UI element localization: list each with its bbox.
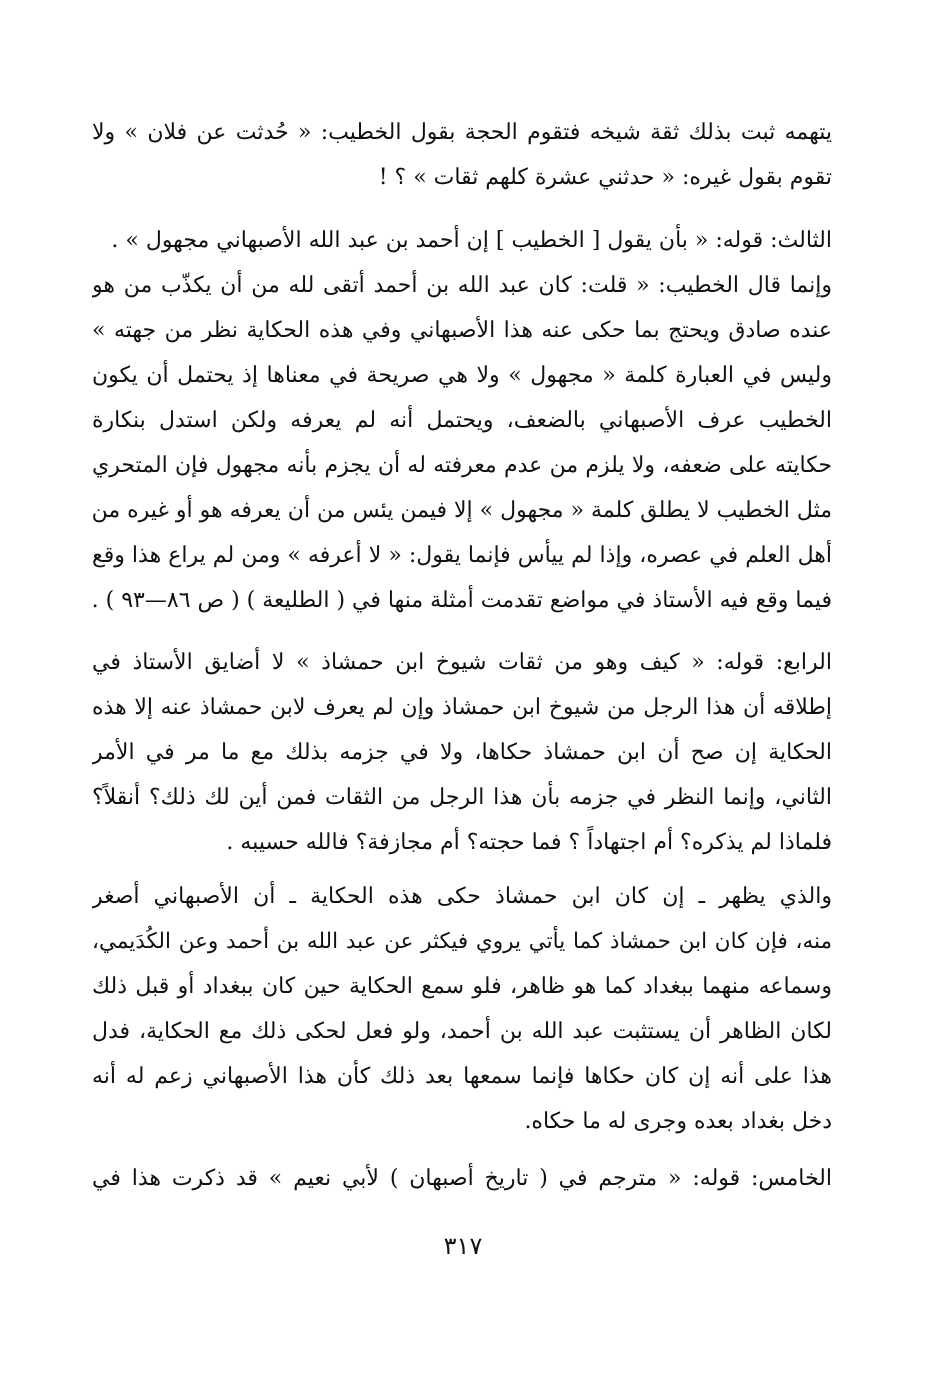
text-line: الرابع: قوله: « كيف وهو من ثقات شيوخ ابن حمشاذ » لا أضايق الأستاذ في (92, 650, 832, 675)
text-line: الحكاية إن صح أن ابن حمشاذ حكاها، ولا في جزمه بذلك مع ما مر في الأمر (92, 740, 832, 765)
text-line: الخطيب عرف الأصبهاني بالضعف، ويحتمل أنه لم يعرفه ولكن استدل بنكارة (92, 408, 832, 433)
text-line: حكايته على ضعفه، ولا يلزم من عدم معرفته له أن يجزم بأنه مجهول فإن المتحري (92, 453, 832, 478)
text-line: وسماعه منهما ببغداد كما هو ظاهر، فلو سمع الحكاية حين كان ببغداد أو قبل ذلك (92, 974, 832, 999)
text-line: فلماذا لم يذكره؟ أم اجتهاداً ؟ فما حجته؟ أم مجازفة؟ فالله حسيبه . (226, 830, 832, 855)
text-line: الثالث: قوله: « بأن يقول [ الخطيب ] إن أحمد بن عبد الله الأصبهاني مجهول » . (111, 228, 832, 253)
text-line: مثل الخطيب لا يطلق كلمة « مجهول » إلا فيمن يئس من أن يعرفه هو أو غيره من (92, 498, 832, 523)
text-line: دخل بغداد بعده وجرى له ما حكاه. (524, 1109, 832, 1134)
paragraph-5 (92, 1156, 832, 1201)
paragraph-3 (92, 640, 832, 865)
text-line: الثاني، وإنما النظر في جزمه بأن هذا الرجل من الثقات فمن أين لك ذلك؟ أنقلاً؟ (92, 785, 832, 810)
page-number: ٣١٧ (443, 1232, 483, 1260)
text-line: إطلاقه أن هذا الرجل من شيوخ ابن حمشاذ وإن لم يعرف لابن حمشاذ عنه إلا هذه (92, 695, 832, 720)
paragraph-4 (92, 874, 832, 1144)
text-line: أهل العلم في عصره، وإذا لم ييأس فإنما يقول: « لا أعرفه » ومن لم يراع هذا وقع (92, 543, 832, 568)
text-line: وإنما قال الخطيب: « قلت: كان عبد الله بن أحمد أتقى لله من أن يكذّب من هو (92, 273, 832, 298)
paragraph-1 (92, 110, 832, 200)
text-line: والذي يظهر ـ إن كان ابن حمشاذ حكى هذه الحكاية ـ أن الأصبهاني أصغر (92, 884, 832, 909)
text-line: منه، فإن كان ابن حمشاذ كما يأتي يروي فيكثر عن عبد الله بن أحمد وعن الكُدَيمي، (92, 929, 832, 954)
text-line: وليس في العبارة كلمة « مجهول » ولا هي صريحة في معناها إذ يحتمل أن يكون (92, 363, 832, 388)
text-line: هذا على أنه إن كان حكاها فإنما سمعها بعد ذلك كأن هذا الأصبهاني زعم له أنه (92, 1064, 832, 1089)
text-line: فيما وقع فيه الأستاذ في مواضع تقدمت أمثلة منها في ( الطليعة ) ( ص ٨٦—٩٣ ) . (92, 588, 832, 613)
text-line: تقوم بقول غيره: « حدثني عشرة كلهم ثقات » ؟ ! (378, 165, 832, 190)
text-line: يتهمه ثبت بذلك ثقة شيخه فتقوم الحجة بقول الخطيب: « حُدثت عن فلان » ولا (92, 120, 832, 145)
paragraph-2 (92, 218, 832, 623)
text-line: الخامس: قوله: « مترجم في ( تاريخ أصبهان ) لأبي نعيم » قد ذكرت هذا في (92, 1166, 832, 1191)
text-line: عنده صادق ويحتج بما حكى عنه هذا الأصبهاني وفي هذه الحكاية نظر من جهته » (92, 318, 832, 343)
text-line: لكان الظاهر أن يستثبت عبد الله بن أحمد، ولو فعل لحكى ذلك مع الحكاية، فدل (92, 1019, 832, 1044)
